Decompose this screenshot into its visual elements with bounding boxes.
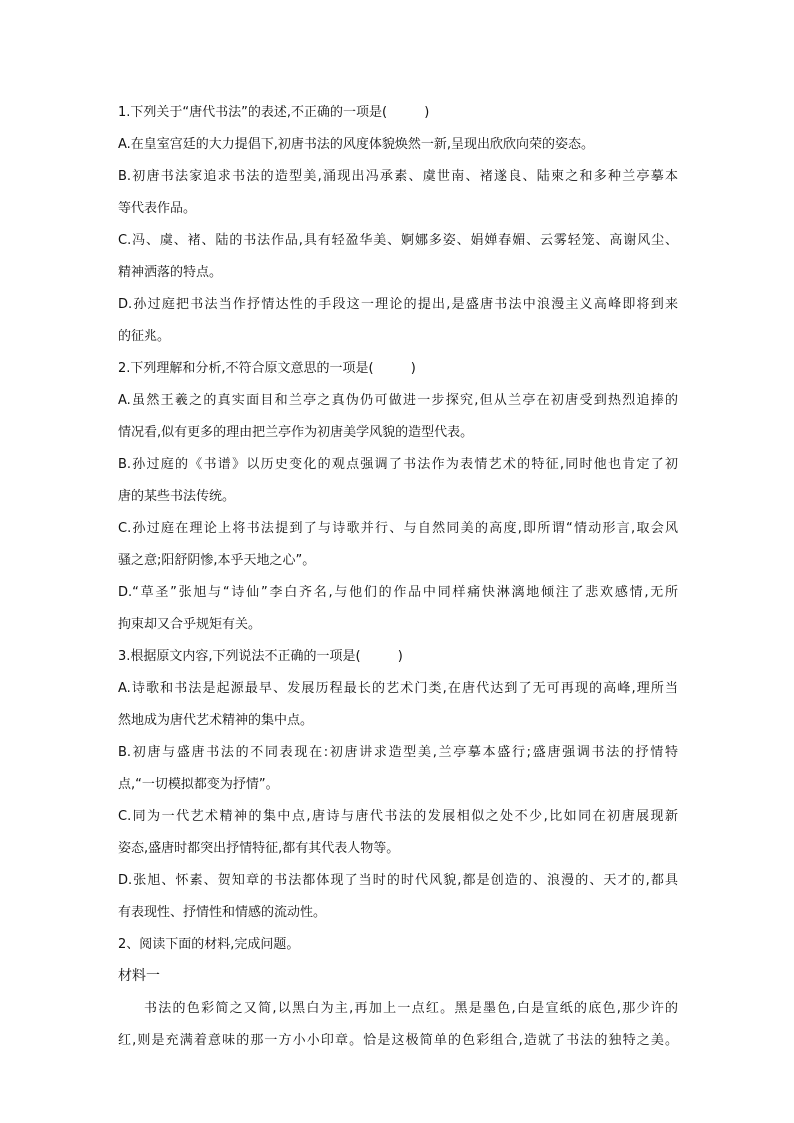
text-line: 2.下列理解和分析,不符合原文意思的一项是( )	[118, 361, 416, 376]
text-line: 等代表作品。	[118, 201, 197, 216]
text-line: D.孙过庭把书法当作抒情达性的手段这一理论的提出,是盛唐书法中浪漫主义高峰即将到来	[118, 297, 678, 312]
text-line: 然地成为唐代艺术精神的集中点。	[118, 713, 314, 728]
text-line: 1.下列关于“唐代书法”的表述,不正确的一项是( )	[118, 105, 430, 120]
text-line: 点,“一切模拟都变为抒情”。	[118, 777, 279, 792]
text-line: C.孙过庭在理论上将书法提到了与诗歌并行、与自然同美的高度,即所谓“情动形言,取会风	[118, 521, 678, 536]
text-line: 有表现性、抒情性和情感的流动性。	[118, 905, 327, 920]
text-line: B.孙过庭的《书谱》以历史变化的观点强调了书法作为表情艺术的特征,同时他也肯定了初	[118, 457, 678, 472]
text-line: C.冯、虞、褚、陆的书法作品,具有轻盈华美、婀娜多姿、娟婵春媚、云雾轻笼、高谢风尘、	[118, 233, 678, 248]
text-line: 姿态,盛唐时都突出抒情特征,都有其代表人物等。	[118, 841, 400, 856]
text-line: 精神洒落的特点。	[118, 265, 223, 280]
text-line: C.同为一代艺术精神的集中点,唐诗与唐代书法的发展相似之处不少,比如同在初唐展现新	[118, 809, 678, 824]
text-line: B.初唐与盛唐书法的不同表现在:初唐讲求造型美,兰亭摹本盛行;盛唐强调书法的抒情特	[118, 745, 678, 760]
text-line: D.张旭、怀素、贺知章的书法都体现了当时的时代风貌,都是创造的、浪漫的、天才的,都具	[118, 873, 678, 888]
text-line: 情况看,似有更多的理由把兰亭作为初唐美学风貌的造型代表。	[118, 425, 474, 440]
text-line: 书法的色彩简之又简,以黑白为主,再加上一点红。黑是墨色,白是宣纸的底色,那少许的	[144, 1001, 678, 1016]
text-line: 唐的某些书法传统。	[118, 489, 236, 504]
text-line: 的征兆。	[118, 329, 171, 344]
document-page	[118, 100, 678, 1060]
section-heading: 材料一	[118, 968, 160, 984]
text-line: B.初唐书法家追求书法的造型美,涌现出冯承素、虞世南、褚遂良、陆柬之和多种兰亭摹本	[118, 169, 678, 184]
text-line: 3.根据原文内容,下列说法不正确的一项是( )	[118, 649, 403, 664]
text-line: D.“草圣”张旭与“诗仙”李白齐名,与他们的作品中同样痛快淋漓地倾注了悲欢感情,无所	[118, 585, 678, 600]
text-line: A.在皇室宫廷的大力提倡下,初唐书法的风度体貌焕然一新,呈现出欣欣向荣的姿态。	[118, 137, 595, 152]
text-line: 拘束却又合乎规矩有关。	[118, 617, 262, 632]
text-line: A.虽然王羲之的真实面目和兰亭之真伪仍可做进一步探究,但从兰亭在初唐受到热烈追捧的	[118, 393, 678, 408]
text-line: 2、阅读下面的材料,完成问题。	[118, 937, 300, 952]
text-line: 骚之意;阳舒阴惨,本乎天地之心”。	[118, 553, 316, 568]
text-line: A.诗歌和书法是起源最早、发展历程最长的艺术门类,在唐代达到了无可再现的高峰,理所当	[118, 681, 678, 696]
text-line: 红,则是充满着意味的那一方小小印章。恰是这极简单的色彩组合,造就了书法的独特之美。	[118, 1033, 678, 1048]
